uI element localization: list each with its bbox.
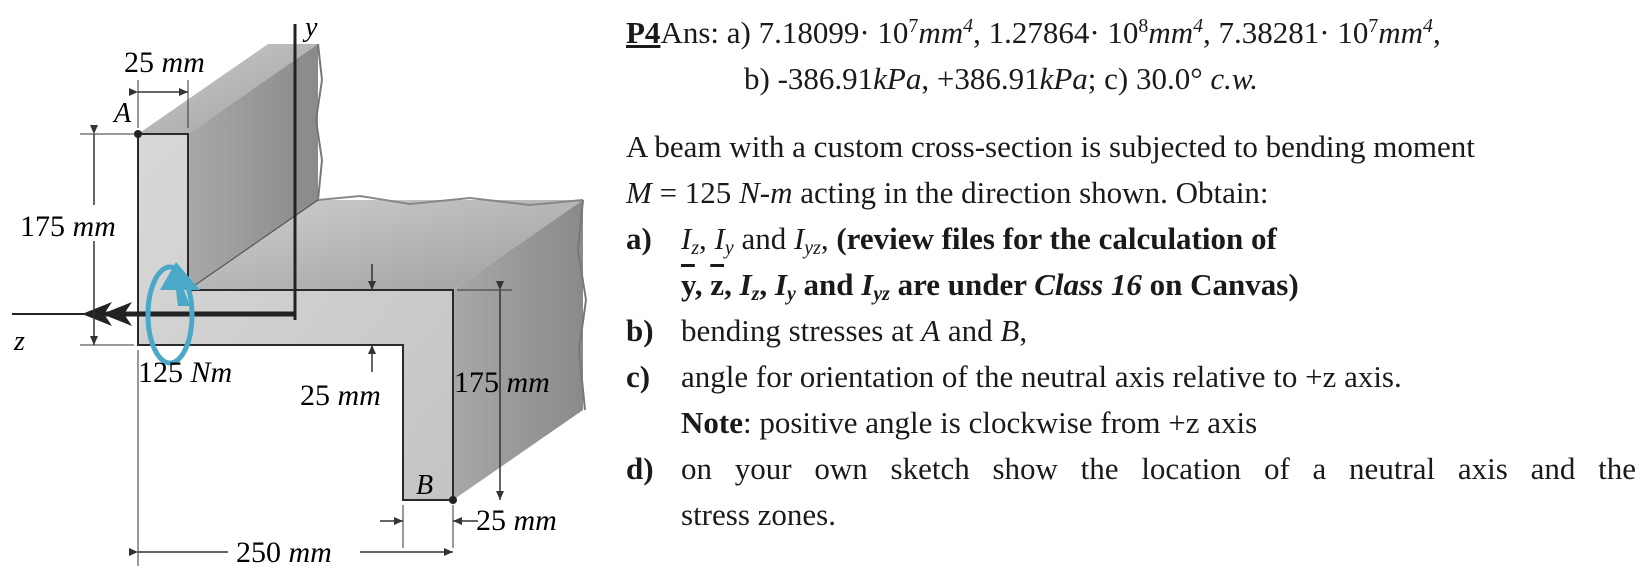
answer-b1: -386.91kPa (777, 61, 922, 96)
answer-part-a-label: a) (726, 15, 751, 50)
problem-intro-line-1: A beam with a custom cross-section is subjected to bending moment (626, 129, 1475, 164)
dim-overall-width: 250 mm (236, 536, 332, 569)
moment-label: 125 Nm (138, 356, 233, 389)
problem-item-d: d) on your own sketch show the location of a neutral axis and the stress zones. (626, 451, 1636, 532)
point-a-marker (134, 130, 142, 138)
answer-a1: $7.18099\cdot 10^7mm^4$ (758, 15, 974, 50)
point-b-label: B (416, 470, 434, 501)
point-b-marker (449, 496, 457, 504)
beam-cross-section-figure (0, 0, 600, 584)
dim-bottom-flange-thickness: 25 mm (476, 504, 557, 537)
problem-text-panel (626, 10, 1636, 538)
problem-item-b: b) bending stresses at A and B, (626, 313, 1028, 348)
problem-intro-line-2: M = 125 N-m acting in the direction shown. Obtain: (626, 175, 1269, 210)
dim-top-flange-width: 25 mm (124, 46, 205, 79)
problem-item-a: a) $I_z$, $I_y$ and $I_{yz}$, (review files for the calculation of $\overline{y}$, $\overline{z}$, $I_z$, $I_y$ and $I_{yz}$ are under Class 16 on Canvas) (626, 221, 1299, 305)
beam-depth-surfaces (138, 44, 586, 500)
dim-right-height: 175 mm (454, 366, 550, 399)
answer-a3: $7.38281\cdot 10^7mm^4$ (1218, 15, 1433, 50)
dim-web-thickness: 25 mm (300, 379, 381, 412)
problem-statement (626, 124, 1636, 216)
answer-b2: +386.91kPa (936, 61, 1088, 96)
problem-item-c: c) angle for orientation of the neutral axis relative to +z axis. Note: positive angle is clockwise from +z axis (626, 359, 1402, 440)
answer-c: 30.0° c.w. (1136, 61, 1259, 96)
answer-a2: $1.27864\cdot 10^8mm^4$ (988, 15, 1204, 50)
y-axis-label: y (305, 12, 318, 43)
answer-part-c-label: c) (1104, 61, 1129, 96)
answer-line-1: P4Ans: a) $7.18099\cdot 10^7mm^4$, $1.27864\cdot 10^8mm^4$, $7.38281\cdot 10^7mm^4$, (626, 15, 1441, 50)
z-axis-label: z (14, 326, 25, 357)
answer-line-2: b) -386.91kPa, +386.91kPa; c) 30.0° c.w. (744, 61, 1259, 96)
problem-id: P4 (626, 15, 661, 50)
answer-part-b-label: b) (744, 61, 770, 96)
dim-left-height: 175 mm (20, 210, 116, 243)
ans-word: Ans (660, 15, 711, 50)
point-a-label: A (114, 98, 132, 129)
